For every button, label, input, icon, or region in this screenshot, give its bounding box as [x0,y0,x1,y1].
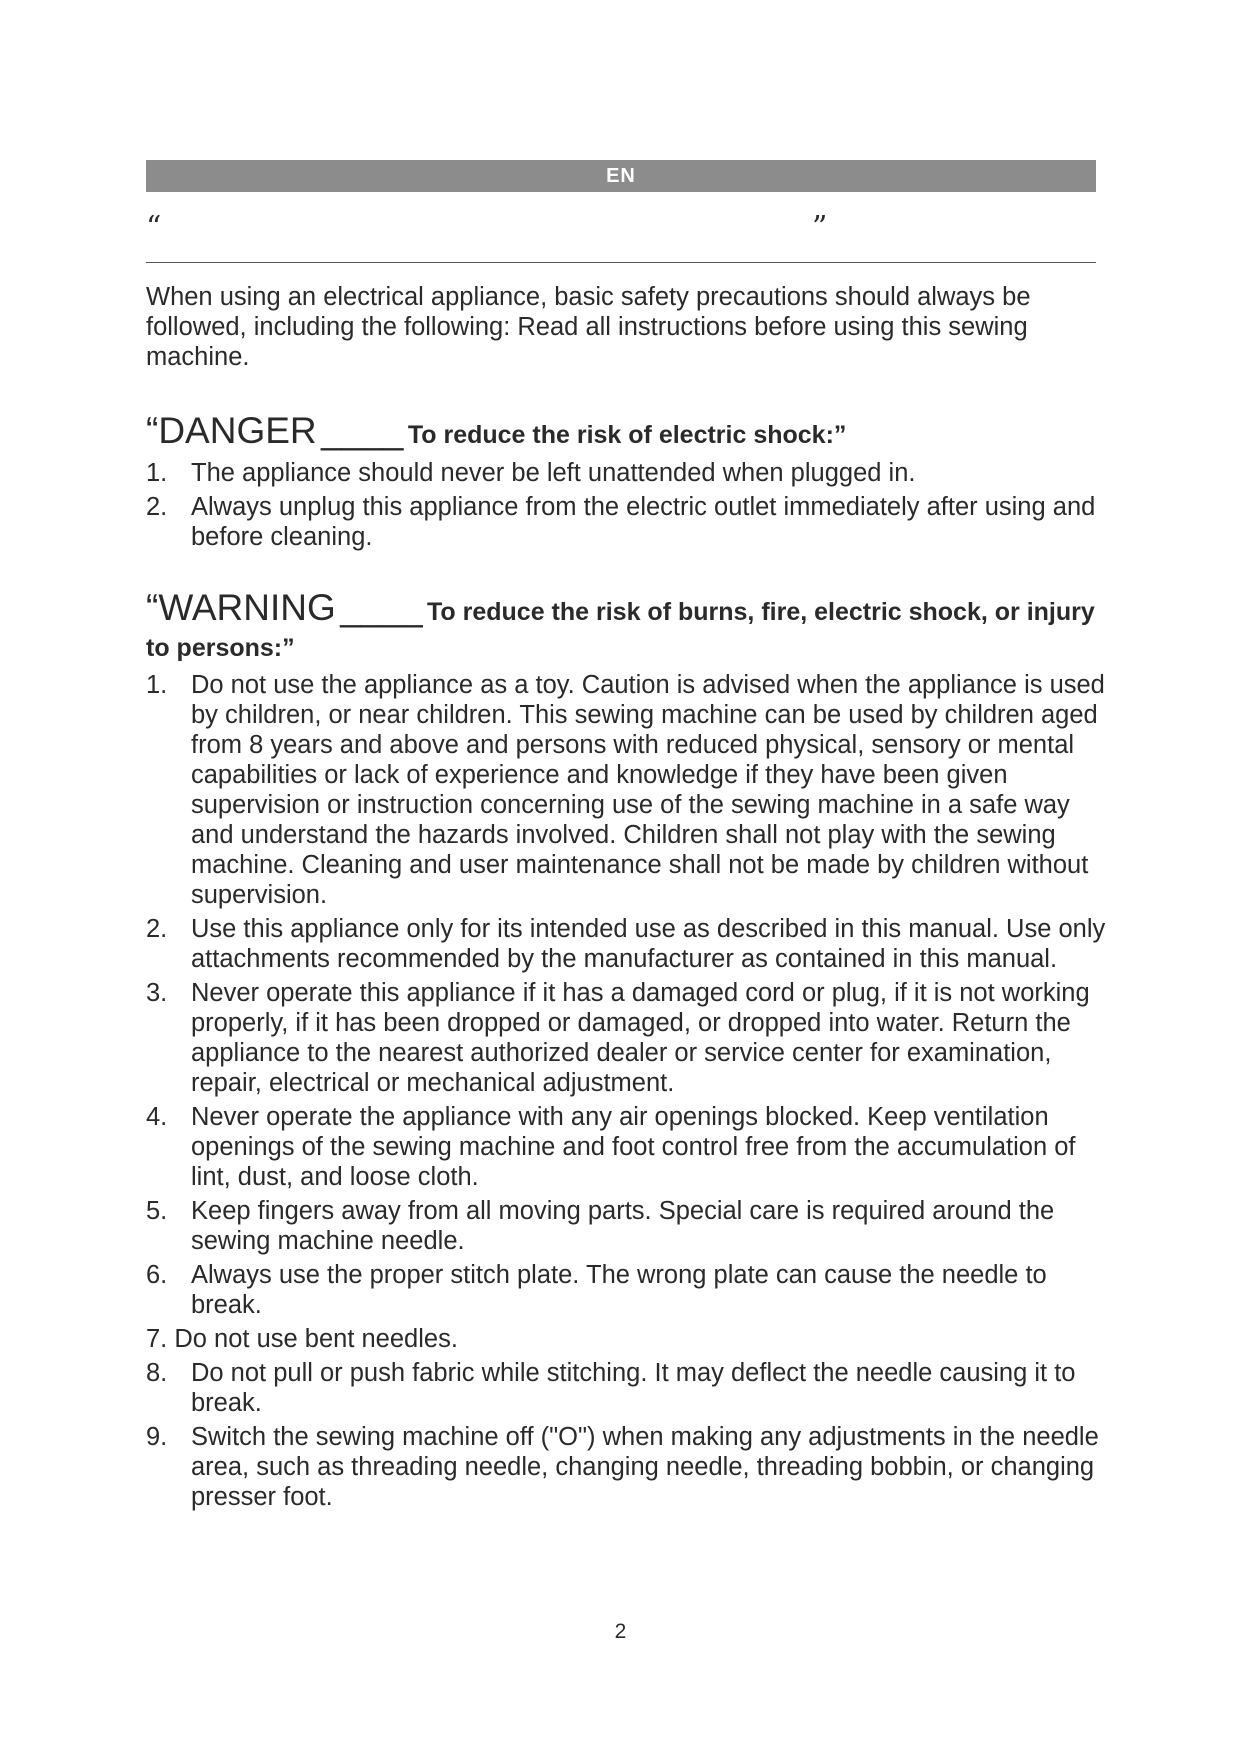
list-item [146,1102,1106,1192]
item-number: 4. [146,1103,168,1131]
item-number: 1. [146,459,168,487]
list-item [146,1324,1106,1354]
warning-keyword: “WARNING [146,587,336,628]
item-number: 2. [146,915,168,943]
item-text: The appliance should never be left unattended when plugged in. [191,459,916,487]
language-bar: EN [146,160,1096,192]
list-item [146,914,1106,974]
item-text: Never operate the appliance with any air openings blocked. Keep ventilation openings of the sewing machine and foot control free from the accumulation of lint, dust, and loose cloth. [191,1103,1076,1191]
item-text: Keep fingers away from all moving parts. Special care is required around the sewing machine needle. [191,1197,1055,1255]
danger-list [146,458,1106,556]
item-text: Always unplug this appliance from the electric outlet immediately after using and before cleaning. [191,493,1096,551]
item-text: Never operate this appliance if it has a damaged cord or plug, if it is not working properly, if it has been dropped or damaged, or dropped into water. Return the appliance to the nearest authorized dealer or service center for examination, repair, electrical or mechanical adjustment. [191,979,1090,1097]
danger-keyword: “DANGER [146,410,317,451]
item-text: Do not use the appliance as a toy. Caution is advised when the appliance is used by children, or near children. This sewing machine can be used by children aged from 8 years and above and persons with reduced physical, sensory or mental capabilities or lack of experience and knowledge if they have been given supervision or instruction concerning use of the sewing machine in a safe way and understand the hazards involved. Children shall not play with the sewing machine. Cleaning and user maintenance shall not be made by children without supervision. [191,671,1105,909]
list-item [146,1196,1106,1256]
list-item [146,458,1106,488]
item-text: Do not pull or push fabric while stitching. It may deflect the needle causing it to break. [191,1359,1076,1417]
item-text: Do not use bent needles. [174,1325,458,1353]
danger-heading [146,410,1106,452]
warning-heading [146,587,1106,668]
list-item [146,1358,1106,1418]
item-text: Use this appliance only for its intended use as described in this manual. Use only attachments recommended by the manufacturer as contained in this manual. [191,915,1106,973]
item-number: 7. [146,1325,168,1353]
item-number: 2. [146,493,168,521]
danger-subtitle: To reduce the risk of electric shock:” [407,421,847,449]
item-number: 5. [146,1197,168,1225]
warning-subtitle: To reduce the risk of burns, fire, electric shock, or injury to persons:” [146,598,1095,662]
item-number: 8. [146,1359,168,1387]
warning-blank: ____ [340,587,423,628]
page-number: 2 [614,1620,627,1643]
list-item [146,670,1106,910]
list-item [146,492,1106,552]
item-number: 6. [146,1261,168,1289]
item-text: Always use the proper stitch plate. The wrong plate can cause the needle to break. [191,1261,1047,1319]
danger-blank: ____ [321,410,404,451]
item-number: 9. [146,1423,168,1451]
title-close-quote: ” [812,210,828,245]
warning-list [146,670,1106,1516]
list-item [146,978,1106,1098]
item-number: 1. [146,671,168,699]
header-divider [146,262,1096,263]
intro-paragraph: When using an electrical appliance, basic safety precautions should always be followed, including the following: Read all instructions before using this sewing machine. [146,283,1031,371]
item-text: Switch the sewing machine off ("O") when making any adjustments in the needle area, such as threading needle, changing needle, threading bobbin, or changing presser foot. [191,1423,1099,1511]
item-number: 3. [146,979,168,1007]
title-open-quote: “ [146,210,162,245]
list-item [146,1260,1106,1320]
list-item [146,1422,1106,1512]
